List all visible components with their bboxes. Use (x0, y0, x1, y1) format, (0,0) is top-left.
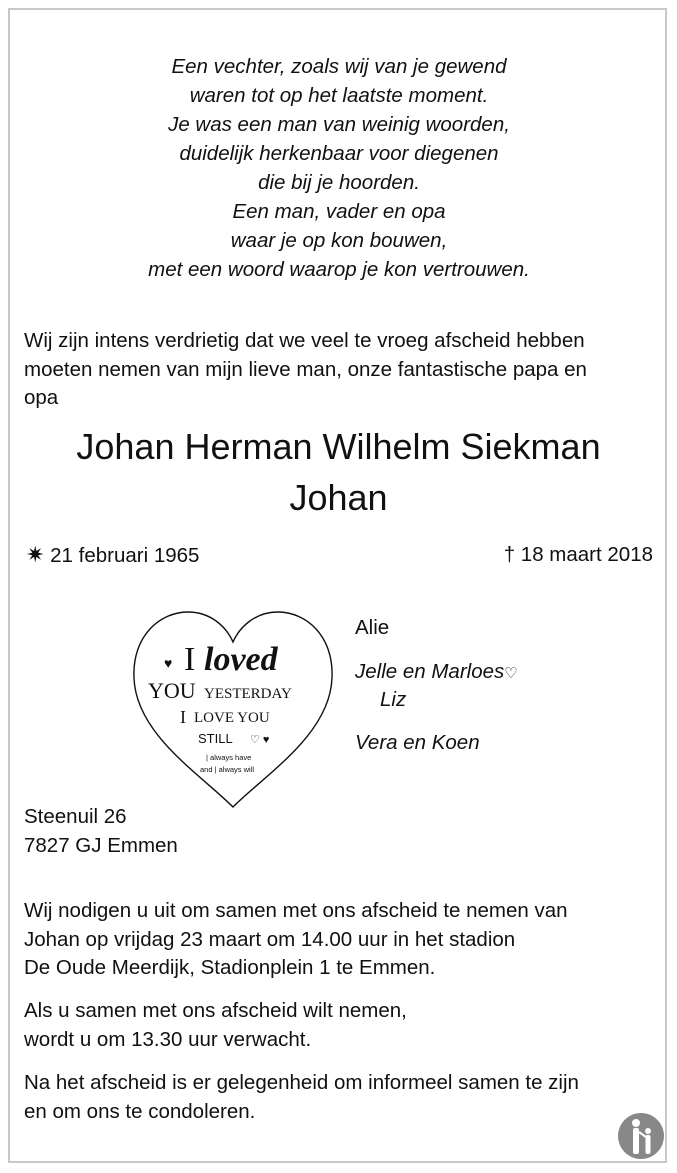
birth-date (26, 541, 199, 570)
heart-outline-icon: ♡ (504, 665, 518, 682)
intro-line: moeten nemen van mijn lieve man, onze fantastische papa en (24, 357, 587, 381)
star-icon: ✷ (26, 542, 45, 567)
family-child-2: Vera en Koen (355, 731, 480, 754)
invitation-line: De Oude Meerdijk, Stadionplein 1 te Emmen. (24, 956, 436, 979)
death-date (504, 541, 653, 569)
poem-line: Een vechter, zoals wij van je gewend (171, 55, 507, 78)
invitation-paragraph (24, 897, 664, 983)
poem-line: duidelijk herkenbaar voor diegenen (179, 142, 499, 165)
intro-line: Wij zijn intens verdrietig dat we veel te vroeg afscheid hebben (24, 329, 585, 352)
poem-line: die bij je hoorden. (258, 171, 420, 194)
poem-line: Een man, vader en opa (232, 200, 446, 223)
address (24, 803, 664, 860)
heart-text-love-you: LOVE YOU (194, 710, 270, 726)
heart-image (130, 606, 336, 809)
heart-text-i: I (184, 641, 196, 678)
closing-line: Na het afscheid is er gelegenheid om informeel samen te zijn (24, 1071, 579, 1094)
heart-text-still: STILL (198, 731, 233, 746)
heart-text-yesterday: YESTERDAY (204, 686, 292, 702)
heart-text-always-will: and | always will (200, 765, 255, 774)
heart-text-i2: I (180, 707, 186, 727)
arrival-line: Als u samen met ons afscheid wilt nemen, (24, 999, 407, 1022)
deceased-full-name: Johan Herman Wilhelm Siekman (76, 426, 601, 467)
small-heart-icon: ♥ (164, 655, 173, 671)
deceased-call-name: Johan (289, 477, 388, 518)
address-street: Steenuil 26 (24, 805, 127, 828)
heart-text-loved: loved (204, 641, 278, 678)
arrival-line: wordt u om 13.30 uur verwacht. (24, 1027, 312, 1051)
cross-icon: † (503, 543, 516, 566)
poem-line: met een woord waarop je kon vertrouwen. (148, 258, 530, 281)
closing-paragraph (24, 1069, 664, 1126)
birth-date-text: 21 februari 1965 (50, 544, 200, 567)
family-grandchild: Liz (380, 688, 407, 711)
poem (24, 52, 654, 284)
invitation-line: Johan op vrijdag 23 maart om 14.00 uur in het stadion (24, 927, 516, 951)
closing-line: en om ons te condoleren. (24, 1099, 256, 1123)
death-date-text: 18 maart 2018 (520, 543, 653, 566)
intro-line: opa (24, 386, 59, 409)
family-child-1-names: Jelle en Marloes (355, 660, 505, 683)
family-silhouette-icon (617, 1112, 665, 1160)
small-hearts-icon: ♡ ♥ (250, 734, 270, 746)
invitation-line: Wij nodigen u uit om samen met ons afscheid te nemen van (24, 899, 568, 922)
heart-text-always-have: | always have (206, 753, 252, 762)
arrival-paragraph (24, 997, 664, 1054)
poem-line: waar je op kon bouwen, (230, 229, 448, 252)
address-city: 7827 GJ Emmen (24, 833, 178, 857)
family-child-1 (355, 658, 518, 688)
heart-text-you: YOU (148, 678, 196, 703)
intro-paragraph (24, 327, 664, 413)
poem-line: Je was een man van weinig woorden, (168, 113, 510, 136)
poem-line: waren tot op het laatste moment. (189, 84, 489, 107)
family-spouse: Alie (355, 616, 390, 639)
